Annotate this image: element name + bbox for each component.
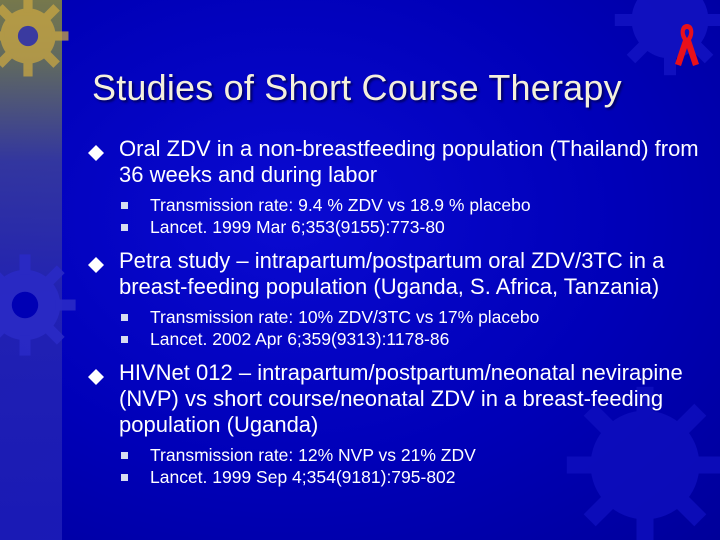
sub-bullet-text: Lancet. 1999 Sep 4;354(9181):795-802 [150, 467, 456, 487]
slide-title: Studies of Short Course Therapy [92, 67, 622, 108]
sub-bullet-item [88, 306, 700, 328]
gear-icon [0, 0, 74, 82]
diamond-bullet-icon [88, 253, 104, 269]
sub-bullet-list [88, 306, 700, 350]
sub-bullet-list [88, 444, 700, 488]
sub-bullet-list [88, 194, 700, 238]
sub-bullet-item [88, 194, 700, 216]
gear-icon [0, 250, 80, 360]
square-bullet-icon [121, 202, 128, 209]
sub-bullet-text: Lancet. 2002 Apr 6;359(9313):1178-86 [150, 329, 450, 349]
bullet-item [88, 360, 700, 438]
sub-bullet-item [88, 216, 700, 238]
square-bullet-icon [121, 224, 128, 231]
diamond-bullet-icon [88, 365, 104, 381]
bullet-text: Oral ZDV in a non-breastfeeding population (Thailand) from 36 weeks and during labor [119, 136, 699, 187]
square-bullet-icon [121, 474, 128, 481]
awareness-ribbon-icon [672, 20, 702, 70]
sub-bullet-text: Transmission rate: 9.4 % ZDV vs 18.9 % placebo [150, 195, 531, 215]
square-bullet-icon [121, 314, 128, 321]
sub-bullet-text: Transmission rate: 10% ZDV/3TC vs 17% placebo [150, 307, 540, 327]
square-bullet-icon [121, 336, 128, 343]
bullet-item [88, 248, 700, 300]
square-bullet-icon [121, 452, 128, 459]
diamond-bullet-icon [88, 141, 104, 157]
sub-bullet-item [88, 466, 700, 488]
bullet-list [88, 136, 700, 498]
bullet-text: HIVNet 012 – intrapartum/postpartum/neonatal nevirapine (NVP) vs short course/neonatal ZDV in a breast-feeding population (Uganda) [119, 360, 683, 437]
sub-bullet-text: Lancet. 1999 Mar 6;353(9155):773-80 [150, 217, 445, 237]
sub-bullet-item [88, 444, 700, 466]
sub-bullet-item [88, 328, 700, 350]
bullet-item [88, 136, 700, 188]
bullet-text: Petra study – intrapartum/postpartum oral ZDV/3TC in a breast-feeding population (Uganda, S. Africa, Tanzania) [119, 248, 665, 299]
sub-bullet-text: Transmission rate: 12% NVP vs 21% ZDV [150, 445, 476, 465]
